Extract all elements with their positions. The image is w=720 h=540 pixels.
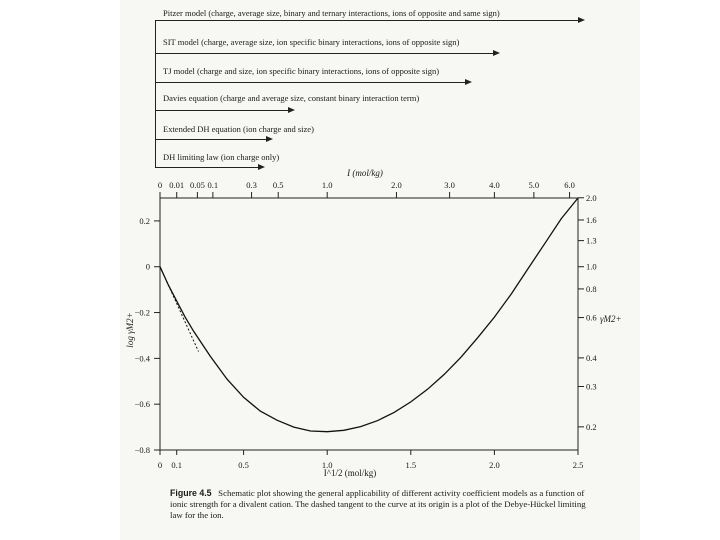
right-tick-label: 0.2 xyxy=(586,421,597,432)
x-tick-label: 2.5 xyxy=(572,460,584,470)
y-tick-label: 0.2 xyxy=(139,215,150,226)
top-axis-title: I (mol/kg) xyxy=(347,168,383,178)
model-label-pitzer: Pitzer model (charge, average size, binary and ternary interactions, ions of opposite and same sign) xyxy=(163,8,500,18)
x-tick-label: 0.5 xyxy=(238,460,249,470)
y-tick-label: −0.4 xyxy=(134,353,150,364)
figure-caption xyxy=(170,488,590,521)
x-axis-title: I^1/2 (mol/kg) xyxy=(323,468,377,478)
right-tick-label: 0.8 xyxy=(586,283,597,294)
top-tick-label: 6.0 xyxy=(564,180,575,190)
top-tick-label: 0.3 xyxy=(246,180,257,190)
y-tick-label: −0.6 xyxy=(134,399,150,410)
top-tick-label: 5.0 xyxy=(528,180,540,190)
model-label-dh-limiting: DH limiting law (ion charge only) xyxy=(163,152,280,162)
dh-limiting-law-tangent-line xyxy=(160,267,199,352)
top-tick-label: 4.0 xyxy=(489,180,500,190)
right-tick-label: 0.6 xyxy=(586,312,597,323)
model-label-sit: SIT model (charge, average size, ion specific binary interactions, ions of opposite sign) xyxy=(163,37,460,47)
x-tick-label: 0.1 xyxy=(171,460,183,470)
x-tick-label: 1.5 xyxy=(405,460,417,470)
x-tick-label: 1.0 xyxy=(321,460,333,470)
plot-frame xyxy=(160,198,578,450)
chart-series xyxy=(160,198,578,432)
top-tick-label: 0.5 xyxy=(272,180,284,190)
right-tick-label: 2.0 xyxy=(586,192,597,203)
top-tick-label: 0 xyxy=(157,180,163,190)
right-axis-title: γM2+ xyxy=(600,314,622,324)
right-tick-label: 1.0 xyxy=(586,261,597,272)
axis-tick-labels xyxy=(135,180,598,470)
top-tick-label: 3.0 xyxy=(444,180,455,190)
y-tick-label: 0 xyxy=(145,261,150,272)
right-tick-label: 1.6 xyxy=(586,214,597,225)
figure-number: Figure 4.5 xyxy=(170,488,212,498)
right-tick-label: 0.3 xyxy=(586,381,597,392)
top-tick-label: 0.05 xyxy=(189,180,205,190)
y-tick-label: −0.2 xyxy=(134,307,150,318)
axis-ticks xyxy=(154,192,584,455)
right-tick-label: 1.3 xyxy=(586,235,597,246)
right-tick-label: 0.4 xyxy=(586,352,597,363)
caption-text: Schematic plot showing the general applicability of different activity coefficient models as a function of ionic strength for a divalent cation. The dashed tangent to the curve at its origin is a plot of the Debye-Hückel limiting law for the ion. xyxy=(170,488,586,520)
top-tick-label: 0.01 xyxy=(169,180,185,190)
x-tick-label: 0 xyxy=(157,460,163,470)
model-label-extended-dh: Extended DH equation (ion charge and size) xyxy=(163,124,314,134)
top-tick-label: 1.0 xyxy=(321,180,333,190)
x-tick-label: 2.0 xyxy=(489,460,500,470)
activity-coefficient-curve xyxy=(160,198,578,432)
y-axis-title: log γM2+ xyxy=(125,312,135,348)
model-label-tj: TJ model (charge and size, ion specific binary interactions, ions of opposite sign) xyxy=(163,66,440,76)
y-tick-label: −0.8 xyxy=(134,445,150,455)
model-label-davies: Davies equation (charge and average size, constant binary interaction term) xyxy=(163,93,420,103)
top-tick-label: 0.1 xyxy=(207,180,219,190)
top-tick-label: 2.0 xyxy=(391,180,402,190)
